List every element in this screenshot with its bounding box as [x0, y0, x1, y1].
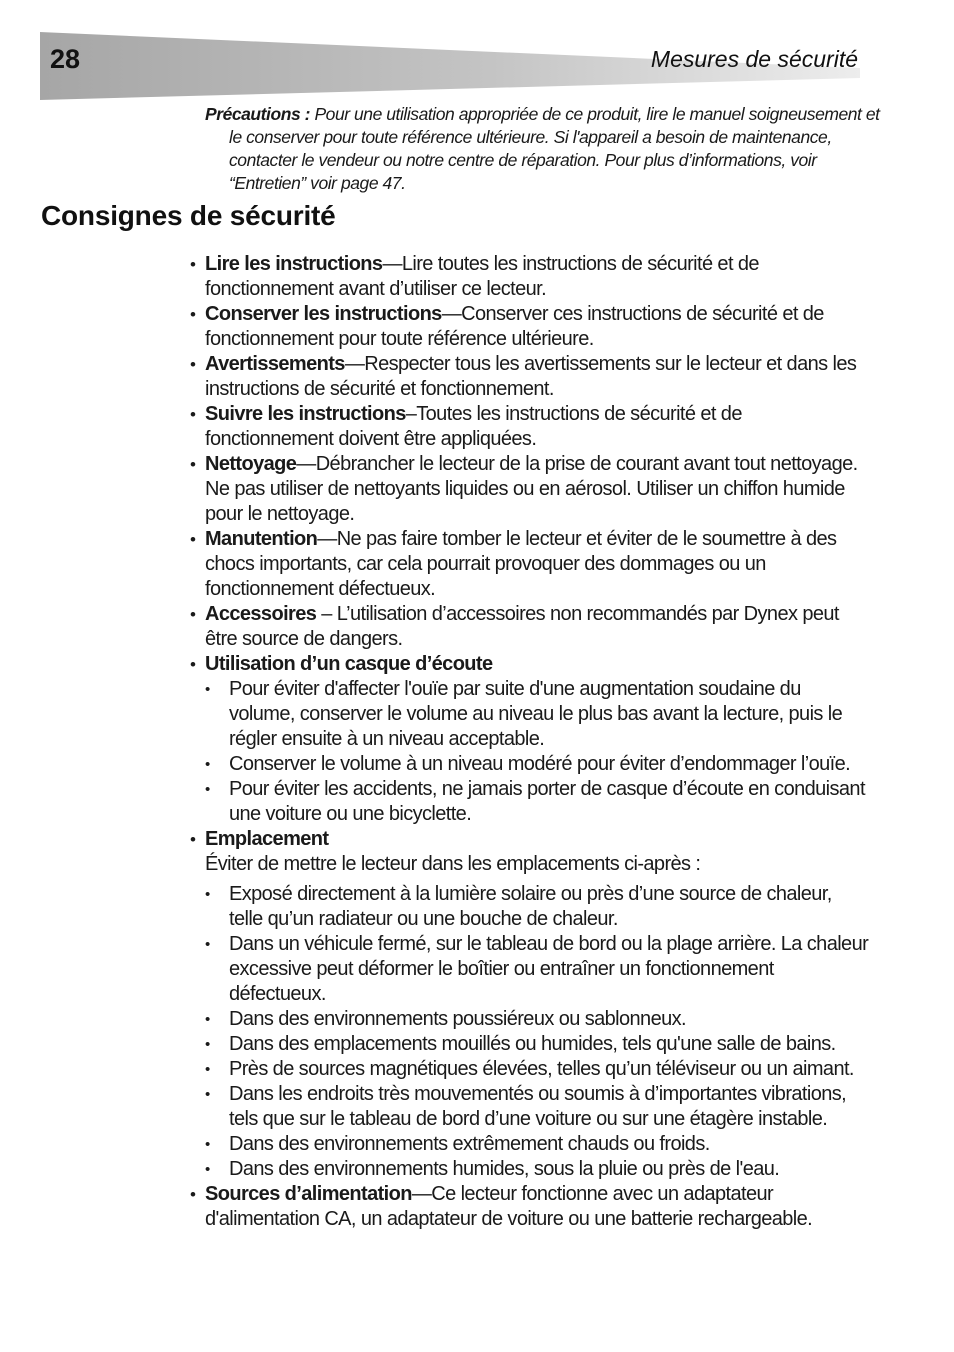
item-separator: – [316, 603, 337, 625]
subitem: • Dans des emplacements mouillés ou humides, tels qu'une salle de bains. [205, 1032, 870, 1057]
safety-item-accessories [190, 602, 870, 652]
subitem: • Près de sources magnétiques élevées, telles qu’un téléviseur ou un aimant. [205, 1057, 870, 1082]
item-separator: — [344, 353, 365, 375]
item-separator: — [411, 1183, 432, 1205]
item-text: Ne pas faire tomber le lecteur et éviter de le soumettre à des chocs importants, car cela pourrait provoquer des dommages ou un fonctionnement défectueux. [205, 528, 837, 600]
safety-instructions [190, 252, 870, 1232]
safety-item-headphones [190, 652, 870, 827]
item-text: Conserver ces instructions de sécurité et de fonctionnement pour toute référence ultérieure. [205, 303, 824, 350]
item-term: Accessoires [205, 603, 317, 625]
item-text: L’utilisation d’accessoires non recommandés par Dynex peut être source de dangers. [205, 603, 839, 650]
item-term: Suivre les instructions [205, 403, 406, 425]
location-sublist [205, 882, 870, 1182]
item-separator: — [317, 528, 337, 550]
item-term: Lire les instructions [205, 253, 383, 275]
item-text: Toutes les instructions de sécurité et de fonctionnement doivent être appliquées. [205, 403, 742, 450]
subitem: • Dans des environnements humides, sous la pluie ou près de l'eau. [205, 1157, 870, 1182]
item-term: Emplacement [205, 828, 329, 850]
item-term: Avertissements [205, 353, 345, 375]
item-term: Manutention [205, 528, 318, 550]
caution-line-2: le conserver pour toute référence ultérieure. Si l'appareil a besoin de maintenance, [229, 127, 832, 147]
subitem: • Dans un véhicule fermé, sur le tableau de bord ou la plage arrière. La chaleur excessive peut déformer le boîtier ou entraîner un fonctionnement défectueux. [205, 932, 870, 1007]
safety-item-follow-instructions [190, 402, 870, 452]
caution-line-4: “Entretien” voir page 47. [229, 173, 406, 193]
subitem: • Pour éviter les accidents, ne jamais porter de casque d’écoute en conduisant une voiture ou une bicyclette. [205, 777, 870, 827]
item-term: Sources d’alimentation [205, 1183, 412, 1205]
item-text: Lire toutes les instructions de sécurité et de fonctionnement avant d’utiliser ce lecteur. [205, 253, 759, 300]
item-separator: – [405, 403, 417, 425]
safety-item-read-instructions [190, 252, 870, 302]
item-term: Conserver les instructions [205, 303, 442, 325]
subitem: • Conserver le volume à un niveau modéré pour éviter d’endommager l’ouïe. [205, 752, 870, 777]
running-header-title: Mesures de sécurité [650, 46, 858, 72]
subitem: • Dans les endroits très mouvementés ou soumis à d’importantes vibrations, tels que sur le tableau de bord d’une voiture ou sur une étagère instable. [205, 1082, 870, 1132]
caution-note [205, 103, 880, 195]
safety-item-warnings [190, 352, 870, 402]
headphones-sublist [205, 677, 870, 827]
item-separator: — [296, 453, 316, 475]
subitem: • Dans des environnements extrêmement chauds ou froids. [205, 1132, 870, 1157]
section-title: Consignes de sécurité [41, 200, 336, 231]
subitem: • Pour éviter d'affecter l'ouïe par suite d'une augmentation soudaine du volume, conserver le volume au niveau le plus bas avant la lecture, puis le régler ensuite à un niveau acceptable. [205, 677, 870, 752]
item-separator: — [382, 253, 402, 275]
caution-line-1 [205, 103, 880, 126]
caution-line-3: contacter le vendeur ou notre centre de réparation. Pour plus d’informations, voir [229, 150, 817, 170]
item-text: Débrancher le lecteur de la prise de courant avant tout nettoyage. Ne pas utiliser de nettoyants liquides ou en aérosol. Utiliser un chiffon humide pour le nettoyage. [205, 453, 858, 525]
location-intro: Éviter de mettre le lecteur dans les emplacements ci-après : [205, 853, 701, 875]
subitem: • Dans des environnements poussiéreux ou sablonneux. [205, 1007, 870, 1032]
item-text: Respecter tous les avertissements sur le lecteur et dans les instructions de sécurité et fonctionnement. [205, 353, 857, 400]
caution-lead: Précautions : [205, 104, 311, 124]
item-separator: — [441, 303, 462, 325]
safety-item-power-sources [190, 1182, 870, 1232]
page-number: 28 [50, 44, 81, 74]
caution-text: Pour une utilisation appropriée de ce produit, lire le manuel soigneusement et [314, 104, 880, 124]
safety-item-handling [190, 527, 870, 602]
safety-item-cleaning [190, 452, 870, 527]
item-term: Utilisation d’un casque d’écoute [205, 653, 493, 675]
item-text: Ce lecteur fonctionne avec un adaptateur d'alimentation CA, un adaptateur de voiture ou une batterie rechargeable. [205, 1183, 813, 1230]
safety-item-keep-instructions [190, 302, 870, 352]
safety-item-location [190, 827, 870, 1182]
safety-list [190, 252, 870, 1232]
subitem: • Exposé directement à la lumière solaire ou près d’une source de chaleur, telle qu’un radiateur ou une bouche de chaleur. [205, 882, 870, 932]
item-term: Nettoyage [205, 453, 297, 475]
